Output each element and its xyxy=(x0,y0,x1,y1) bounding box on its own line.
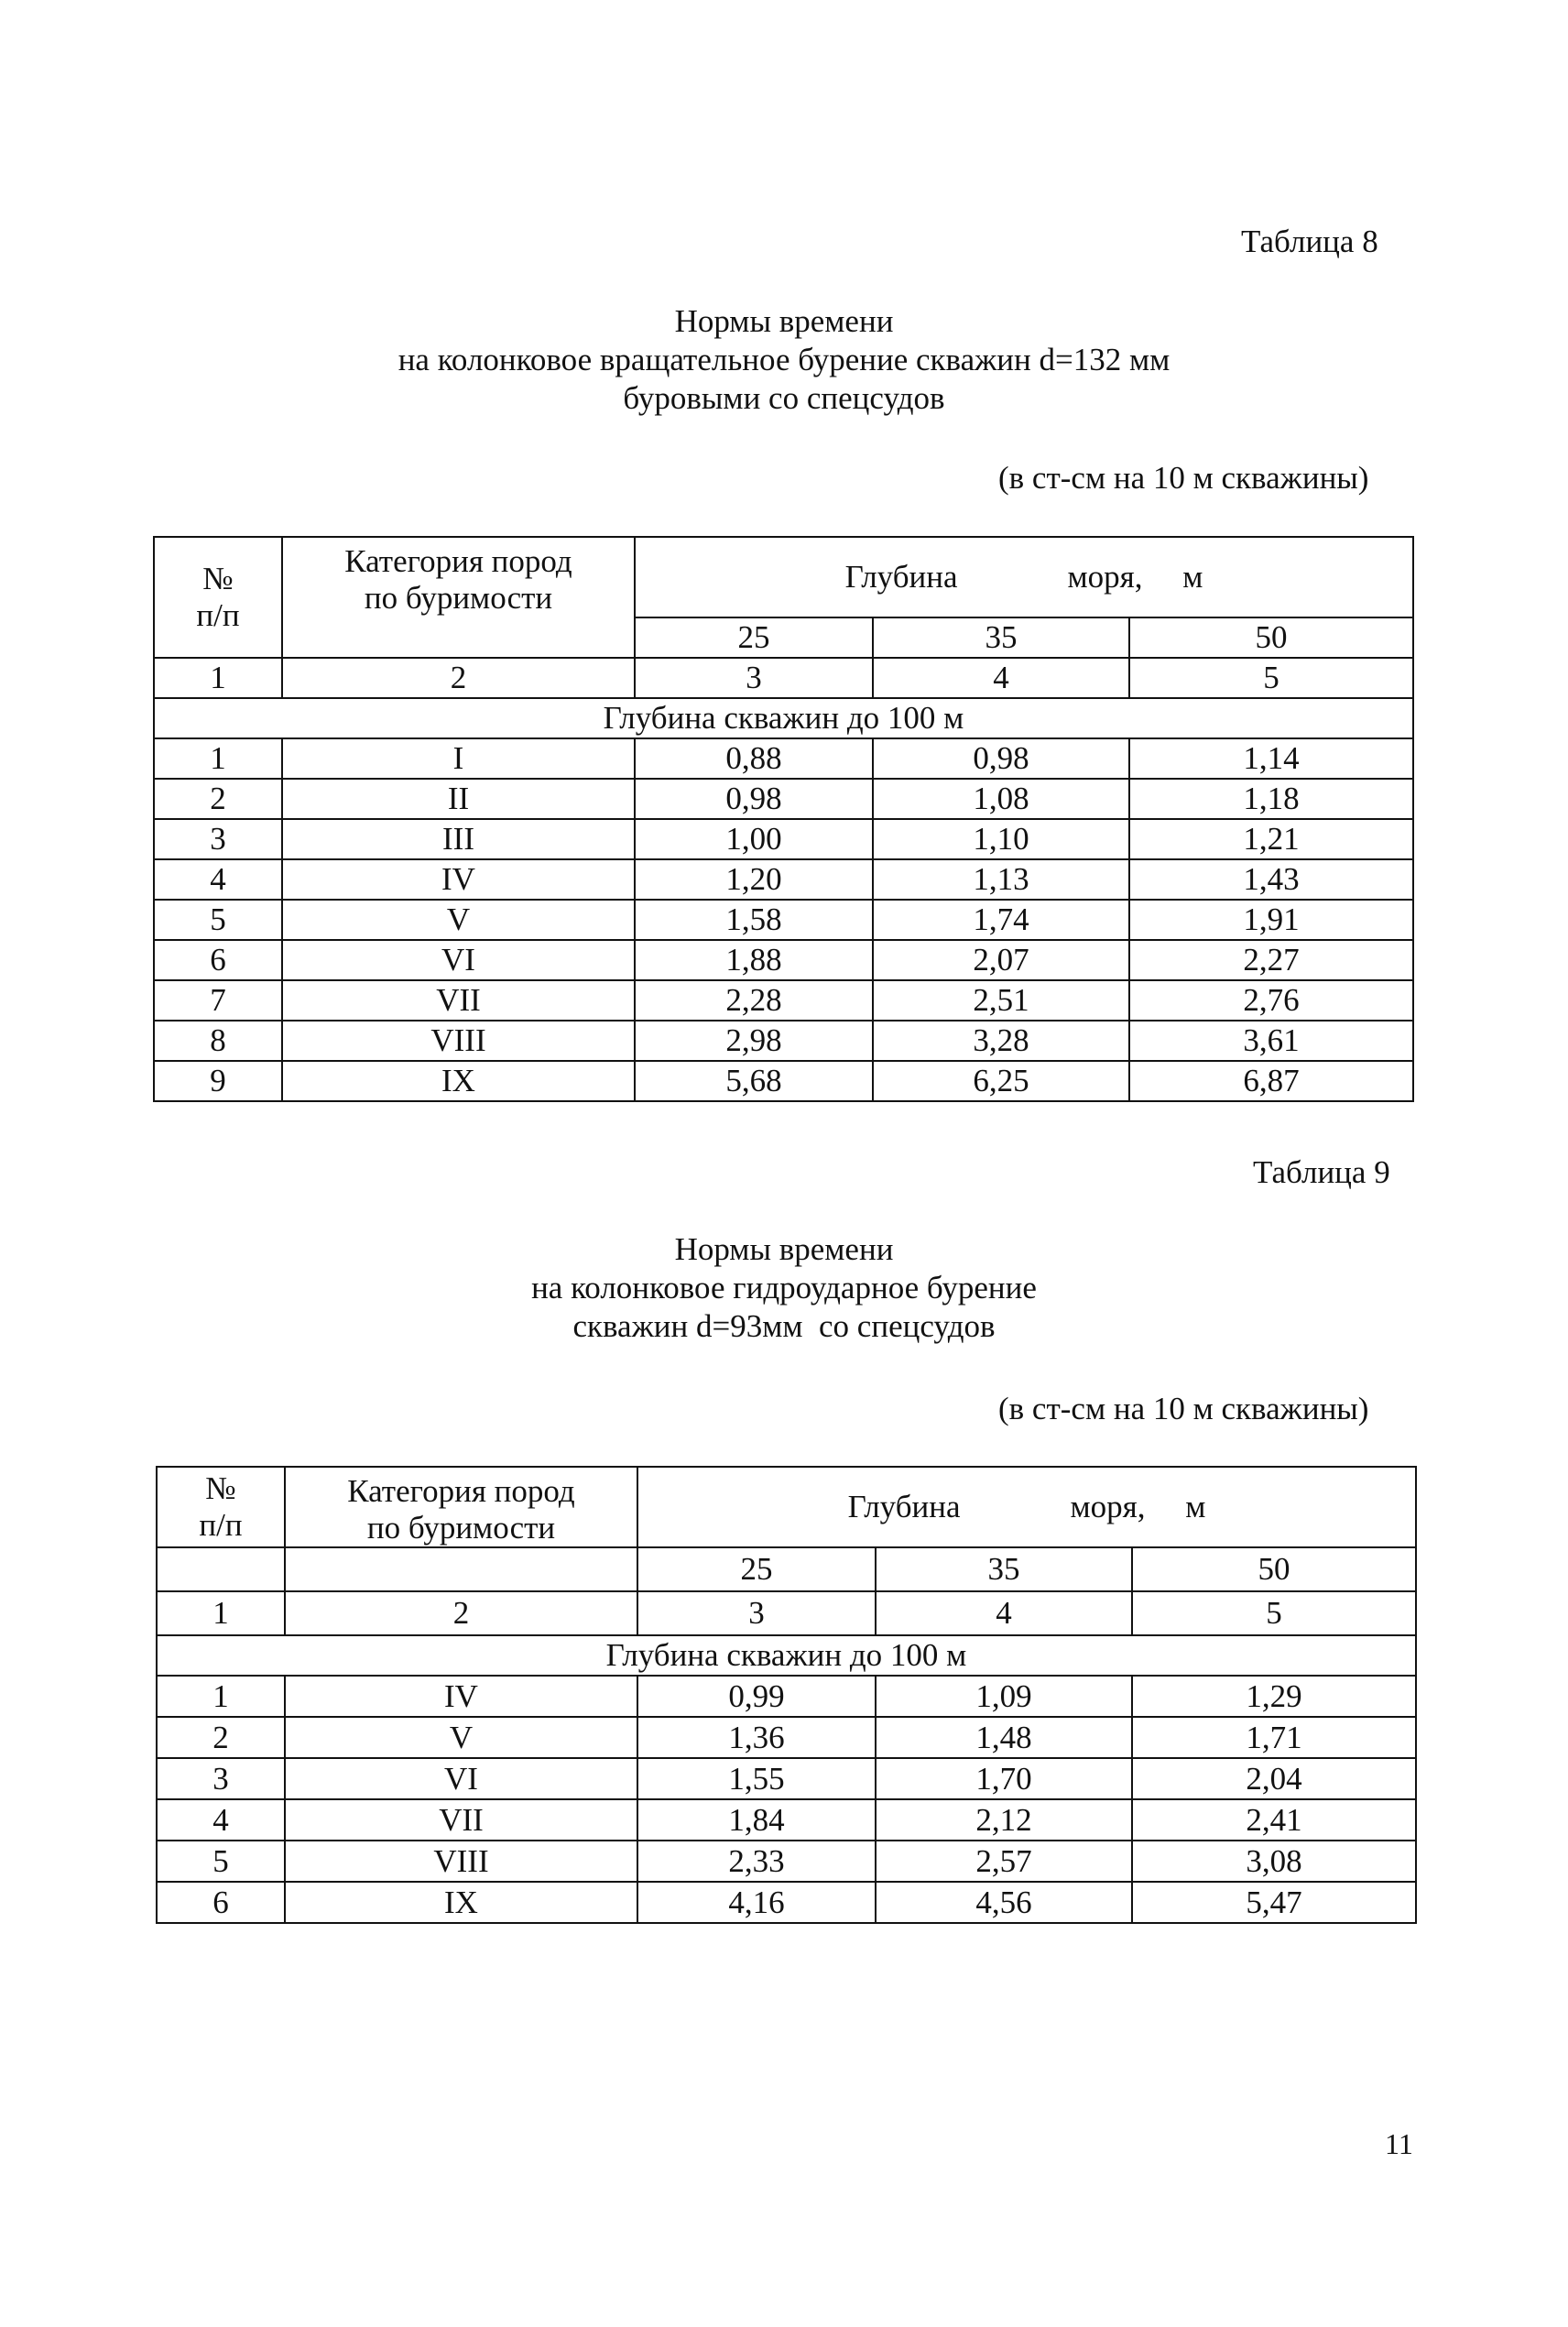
value-cell: 6,87 xyxy=(1129,1061,1413,1101)
value-cell: 2,07 xyxy=(873,940,1129,980)
row-num: 4 xyxy=(157,1799,285,1841)
table-row xyxy=(157,1841,1416,1882)
table-row xyxy=(154,819,1413,859)
col-number: 3 xyxy=(637,1591,876,1635)
table-row xyxy=(154,779,1413,819)
header-depth-50: 50 xyxy=(1132,1547,1416,1591)
table9-title-line-2: на колонковое гидроударное бурение xyxy=(531,1270,1037,1306)
table-row xyxy=(157,1882,1416,1923)
header-depth-25: 25 xyxy=(637,1547,876,1591)
value-cell: 4,56 xyxy=(876,1882,1132,1923)
row-num: 4 xyxy=(154,859,282,900)
row-category: IV xyxy=(285,1676,637,1717)
page-number: 11 xyxy=(1385,2127,1413,2160)
value-cell: 2,27 xyxy=(1129,940,1413,980)
value-cell: 5,68 xyxy=(635,1061,873,1101)
value-cell: 0,98 xyxy=(873,738,1129,779)
row-num: 3 xyxy=(154,819,282,859)
value-cell: 1,18 xyxy=(1129,779,1413,819)
col-number: 1 xyxy=(154,658,282,698)
row-num: 8 xyxy=(154,1021,282,1061)
value-cell: 1,74 xyxy=(873,900,1129,940)
col-number: 2 xyxy=(285,1591,637,1635)
empty-cell xyxy=(285,1547,637,1591)
table8 xyxy=(153,536,1414,1102)
value-cell: 2,41 xyxy=(1132,1799,1416,1841)
value-cell: 1,36 xyxy=(637,1717,876,1758)
table8-title-line-1: Нормы времени xyxy=(674,303,894,339)
value-cell: 1,14 xyxy=(1129,738,1413,779)
table-row xyxy=(154,1061,1413,1101)
row-category: VII xyxy=(285,1799,637,1841)
header-category: Категория пород по буримости xyxy=(282,537,635,658)
row-num: 9 xyxy=(154,1061,282,1101)
section-heading: Глубина скважин до 100 м xyxy=(157,1635,1416,1676)
row-category: I xyxy=(282,738,635,779)
value-cell: 0,99 xyxy=(637,1676,876,1717)
value-cell: 2,28 xyxy=(635,980,873,1021)
value-cell: 1,48 xyxy=(876,1717,1132,1758)
row-num: 6 xyxy=(154,940,282,980)
col-number: 4 xyxy=(873,658,1129,698)
value-cell: 1,70 xyxy=(876,1758,1132,1799)
col-number: 5 xyxy=(1129,658,1413,698)
header-num: № п/п xyxy=(157,1467,285,1547)
row-category: IV xyxy=(282,859,635,900)
value-cell: 1,10 xyxy=(873,819,1129,859)
row-num: 3 xyxy=(157,1758,285,1799)
header-num: № п/п xyxy=(154,537,282,658)
table9-body xyxy=(157,1676,1416,1923)
header-unit-word: м xyxy=(1182,559,1203,595)
table8-title-line-2: на колонковое вращательное бурение скважин d=132 мм xyxy=(397,342,1171,377)
col-number: 5 xyxy=(1132,1591,1416,1635)
col-number: 1 xyxy=(157,1591,285,1635)
row-category: II xyxy=(282,779,635,819)
table8-title-line-3: буровыми со спецсудов xyxy=(623,380,945,416)
table9-title xyxy=(0,1230,1568,1346)
value-cell: 1,29 xyxy=(1132,1676,1416,1717)
table8-unit-note: (в ст-см на 10 м скважины) xyxy=(998,460,1369,496)
row-category: VIII xyxy=(285,1841,637,1882)
value-cell: 3,08 xyxy=(1132,1841,1416,1882)
col-number: 3 xyxy=(635,658,873,698)
table-row xyxy=(157,1758,1416,1799)
header-unit-word: м xyxy=(1185,1489,1206,1524)
value-cell: 1,58 xyxy=(635,900,873,940)
row-category: VII xyxy=(282,980,635,1021)
header-depth-35: 35 xyxy=(873,617,1129,658)
header-depth-word: Глубина xyxy=(847,1489,961,1524)
section-heading: Глубина скважин до 100 м xyxy=(154,698,1413,738)
table8-body xyxy=(154,738,1413,1101)
header-sea-word: моря, xyxy=(1070,1489,1146,1524)
value-cell: 1,43 xyxy=(1129,859,1413,900)
table8-title xyxy=(0,302,1568,418)
row-category: V xyxy=(285,1717,637,1758)
value-cell: 1,88 xyxy=(635,940,873,980)
row-category: VI xyxy=(282,940,635,980)
header-depth-50: 50 xyxy=(1129,617,1413,658)
row-category: IX xyxy=(282,1061,635,1101)
value-cell: 5,47 xyxy=(1132,1882,1416,1923)
row-category: V xyxy=(282,900,635,940)
row-num: 5 xyxy=(154,900,282,940)
table9-unit-note: (в ст-см на 10 м скважины) xyxy=(998,1391,1369,1426)
value-cell: 2,98 xyxy=(635,1021,873,1061)
table9-title-line-3: скважин d=93мм со спецсудов xyxy=(572,1308,996,1344)
row-category: IX xyxy=(285,1882,637,1923)
value-cell: 2,51 xyxy=(873,980,1129,1021)
value-cell: 1,20 xyxy=(635,859,873,900)
value-cell: 1,08 xyxy=(873,779,1129,819)
value-cell: 1,84 xyxy=(637,1799,876,1841)
value-cell: 0,98 xyxy=(635,779,873,819)
value-cell: 2,57 xyxy=(876,1841,1132,1882)
value-cell: 1,00 xyxy=(635,819,873,859)
table-row xyxy=(154,1021,1413,1061)
value-cell: 1,91 xyxy=(1129,900,1413,940)
row-num: 5 xyxy=(157,1841,285,1882)
value-cell: 6,25 xyxy=(873,1061,1129,1101)
value-cell: 1,09 xyxy=(876,1676,1132,1717)
value-cell: 3,28 xyxy=(873,1021,1129,1061)
row-num: 6 xyxy=(157,1882,285,1923)
row-category: VIII xyxy=(282,1021,635,1061)
value-cell: 2,33 xyxy=(637,1841,876,1882)
value-cell: 2,12 xyxy=(876,1799,1132,1841)
row-num: 1 xyxy=(154,738,282,779)
table8-label: Таблица 8 xyxy=(1241,224,1378,259)
header-sea-depth xyxy=(635,537,1413,617)
header-depth-35: 35 xyxy=(876,1547,1132,1591)
table-row xyxy=(154,900,1413,940)
value-cell: 0,88 xyxy=(635,738,873,779)
header-sea-depth xyxy=(637,1467,1416,1547)
row-num: 7 xyxy=(154,980,282,1021)
value-cell: 2,76 xyxy=(1129,980,1413,1021)
header-depth-word: Глубина xyxy=(844,559,958,595)
value-cell: 3,61 xyxy=(1129,1021,1413,1061)
table9-title-line-1: Нормы времени xyxy=(674,1231,894,1267)
col-number: 4 xyxy=(876,1591,1132,1635)
table-row xyxy=(154,738,1413,779)
value-cell: 2,04 xyxy=(1132,1758,1416,1799)
row-category: III xyxy=(282,819,635,859)
col-number: 2 xyxy=(282,658,635,698)
row-category: VI xyxy=(285,1758,637,1799)
header-depth-25: 25 xyxy=(635,617,873,658)
table-row xyxy=(157,1676,1416,1717)
table-row xyxy=(157,1717,1416,1758)
table9-label: Таблица 9 xyxy=(1253,1154,1390,1190)
value-cell: 4,16 xyxy=(637,1882,876,1923)
value-cell: 1,71 xyxy=(1132,1717,1416,1758)
value-cell: 1,55 xyxy=(637,1758,876,1799)
header-sea-word: моря, xyxy=(1067,559,1143,595)
table-row xyxy=(154,980,1413,1021)
table-row xyxy=(154,940,1413,980)
row-num: 2 xyxy=(157,1717,285,1758)
row-num: 2 xyxy=(154,779,282,819)
header-category: Категория пород по буримости xyxy=(285,1467,637,1547)
row-num: 1 xyxy=(157,1676,285,1717)
value-cell: 1,21 xyxy=(1129,819,1413,859)
empty-cell xyxy=(157,1547,285,1591)
table-row xyxy=(157,1799,1416,1841)
table9 xyxy=(156,1466,1417,1924)
table-row xyxy=(154,859,1413,900)
value-cell: 1,13 xyxy=(873,859,1129,900)
